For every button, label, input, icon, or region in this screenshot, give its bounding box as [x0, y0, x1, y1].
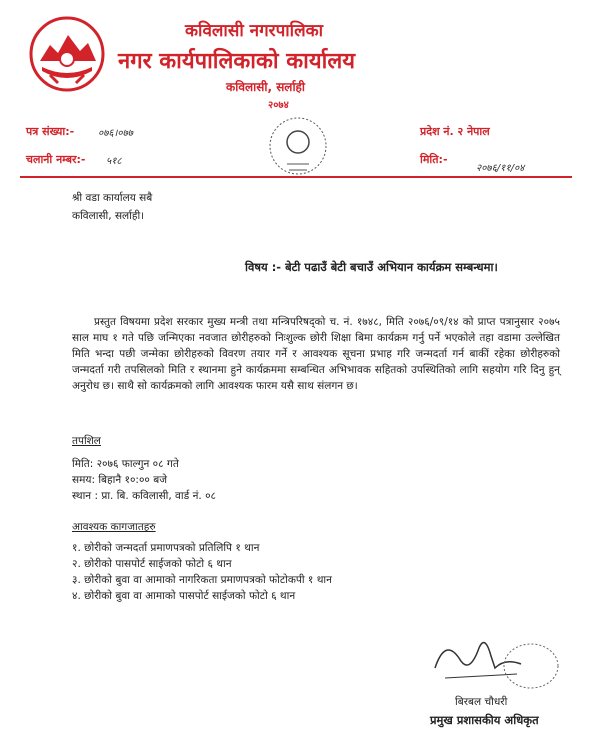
recipient-line-1: श्री वडा कार्यालय सबै: [72, 192, 153, 204]
office-stamp-icon: [257, 112, 339, 184]
letter-subject: विषय :- बेटी पढाउँ बेटी बचाउँ अभियान कार्यक्रम सम्बन्धमा।: [245, 260, 498, 274]
letter-no-value: ०७६।०७७: [98, 128, 133, 139]
schedule-heading: तपशिल: [72, 435, 101, 447]
schedule-time: समय: बिहानै १०:०० बजे: [72, 474, 168, 486]
municipality-name: कविलासी नगरपालिका: [185, 21, 324, 41]
date-label: मिति:-: [420, 153, 448, 166]
schedule-place: स्थान : प्रा. बि. कविलासी, वार्ड नं. ०८: [72, 490, 216, 502]
date-value: २०७६/११/०४: [476, 163, 525, 174]
dispatch-no-value: ५१८: [106, 156, 122, 167]
municipality-emblem: [28, 15, 106, 93]
office-name: नगर कार्यपालिकाको कार्यालय: [118, 49, 355, 74]
signature-stamp-icon: [500, 640, 562, 692]
schedule-date: मिति: २०७६ फाल्गुन ०८ गते: [72, 458, 179, 470]
documents-heading: आवश्यक कागजातहरु: [72, 521, 156, 533]
signatory-name: बिरबल चौधरी: [455, 696, 508, 708]
recipient-line-2: कविलासी, सर्लाही।: [72, 210, 145, 222]
province-label: प्रदेश नं. २ नेपाल: [420, 125, 490, 138]
document-item: १. छोरीको जन्मदर्ता प्रमाणपत्रको प्रतिलिपि १ थान: [72, 542, 260, 554]
document-item: ३. छोरीको बुवा वा आमाको नागरिकता प्रमाणपत्रको फोटोकपी १ थान: [72, 574, 332, 586]
letter-no-label: पत्र संख्या:-: [26, 125, 75, 138]
established-year: २०७४: [268, 100, 289, 111]
office-location: कविलासी, सर्लाही: [226, 80, 306, 94]
header-divider: [20, 176, 572, 178]
document-item: २. छोरीको पासपोर्ट साईजको फोटो ६ थान: [72, 558, 232, 570]
signatory-title: प्रमुख प्रशासकीय अधिकृत: [430, 713, 539, 727]
document-item: ४. छोरीको बुवा वा आमाको पासपोर्ट साईजको फोटो ६ थान: [72, 590, 296, 602]
letter-paragraph: प्रस्तुत विषयमा प्रदेश सरकार मुख्य मन्त्री तथा मन्त्रिपरिषद्को च. नं. १७४८, मिति २०७६/०९/१४ को प्राप्त पत्रानुसार २०७५ साल माघ १ गते पछि जन्मिएका नवजात छोरीहरुको निःशुल्क छोरी शिक्षा बिमा कार्यक्रम गर्नु पर्ने भएकोले तहा वडामा उल्लेखित मिति भन्दा पछी जन्मेका छोरीहरुको विवरण तयार गर्ने र आवश्यक सूचना प्रभाह गरि जन्मदर्ता गर्न बाकीं रहेका छोरीहरुको जन्मदर्ता गरी तपसिलको मिति र स्थानमा हुने कार्यक्रममा सम्बन्धित अभिभावक सहितको उपस्थितिको लागि सहयोग गरि दिनु हुन् अनुरोध छ। साथै सो कार्यक्रमको लागि आवश्यक फारम यसै साथ संलगन छ।: [72, 316, 560, 392]
dispatch-no-label: चलानी नम्बर:-: [26, 153, 86, 166]
